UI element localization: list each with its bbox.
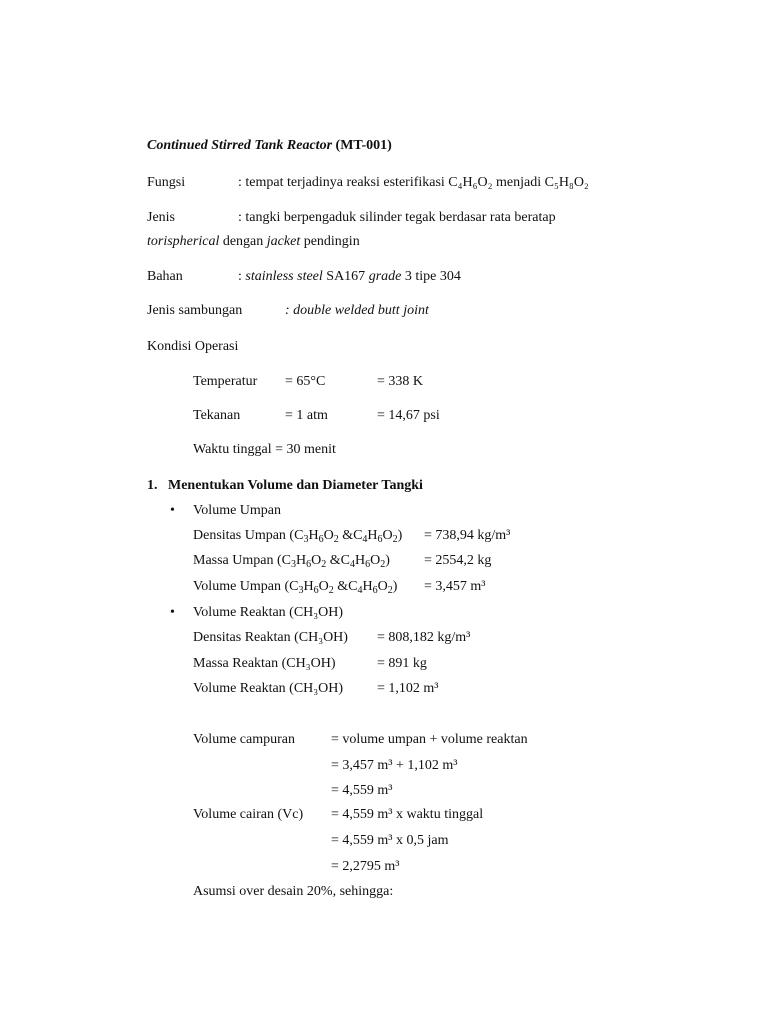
fungsi-label: Fungsi: [147, 175, 186, 190]
sambungan-label: Jenis sambungan: [147, 303, 243, 318]
volume-campuran-label: Volume campuran: [193, 732, 295, 747]
tekanan-value-psi: = 14,67 psi: [377, 408, 440, 423]
volume-cairan-line2: = 4,559 m³ x 0,5 jam: [331, 833, 449, 848]
volume-reaktan-value: = 1,102 m³: [377, 681, 439, 696]
volume-cairan-line1: = 4,559 m³ x waktu tinggal: [331, 807, 484, 822]
volume-campuran-line3: = 4,559 m³: [331, 783, 393, 798]
densitas-umpan-value: = 738,94 kg/m³: [424, 528, 511, 543]
volume-umpan-label: Volume Umpan ($C_3H_6O_2$ $\&C_4H_6O_2$): [193, 579, 398, 596]
tekanan-value-atm: = 1 atm: [285, 408, 328, 423]
jenis-value-line1: : tangki berpengaduk silinder tegak berdasar rata beratap: [238, 210, 556, 225]
massa-reaktan-label: Massa Reaktan (CH₃OH): [193, 656, 336, 671]
fungsi-value: : tempat terjadinya reaksi esterifikasi C₄H₆O₂ menjadi C₅H₈O₂: [238, 175, 589, 190]
densitas-umpan-label: Densitas Umpan ($C_3H_6O_2$ $\&C_4H_6O_2$): [193, 528, 403, 545]
kondisi-operasi-label: Kondisi Operasi: [147, 339, 239, 354]
asumsi-text: Asumsi over desain 20%, sehingga:: [193, 884, 394, 899]
bullet-icon: •: [170, 605, 175, 620]
sambungan-value: : double welded butt joint: [285, 303, 429, 318]
waktu-tinggal: Waktu tinggal = 30 menit: [193, 442, 336, 457]
massa-reaktan-value: = 891 kg: [377, 656, 427, 671]
massa-umpan-value: = 2554,2 kg: [424, 553, 492, 568]
volume-campuran-line2: = 3,457 m³ + 1,102 m³: [331, 758, 458, 773]
bahan-label: Bahan: [147, 269, 183, 284]
volume-reaktan-label: Volume Reaktan (CH₃OH): [193, 681, 344, 696]
jenis-value-line2: torispherical dengan jacket pendingin: [147, 234, 360, 249]
bahan-value: : stainless steel SA167 grade 3 tipe 304: [238, 269, 461, 284]
volume-cairan-label: Volume cairan (Vc): [193, 807, 304, 822]
massa-umpan-label: Massa Umpan ($C_3H_6O_2$ $\&C_4H_6O_2$): [193, 553, 390, 570]
temperatur-value-c: = 65°C: [285, 374, 326, 389]
bullet-icon: •: [170, 503, 175, 518]
volume-campuran-line1: = volume umpan + volume reaktan: [331, 732, 528, 747]
volume-umpan-value: = 3,457 m³: [424, 579, 486, 594]
document-title: Continued Stirred Tank Reactor (MT-001): [147, 138, 392, 153]
temperatur-label: Temperatur: [193, 374, 258, 389]
volume-cairan-line3: = 2,2795 m³: [331, 859, 400, 874]
densitas-reaktan-value: = 808,182 kg/m³: [377, 630, 471, 645]
bullet-volume-umpan: Volume Umpan: [193, 503, 282, 518]
densitas-reaktan-label: Densitas Reaktan (CH₃OH): [193, 630, 348, 645]
section-heading-1: 1. Menentukan Volume dan Diameter Tangki: [147, 478, 423, 493]
temperatur-value-k: = 338 K: [377, 374, 424, 389]
tekanan-label: Tekanan: [193, 408, 241, 423]
jenis-label: Jenis: [147, 210, 175, 225]
bullet-volume-reaktan: Volume Reaktan (CH₃OH): [193, 605, 344, 620]
